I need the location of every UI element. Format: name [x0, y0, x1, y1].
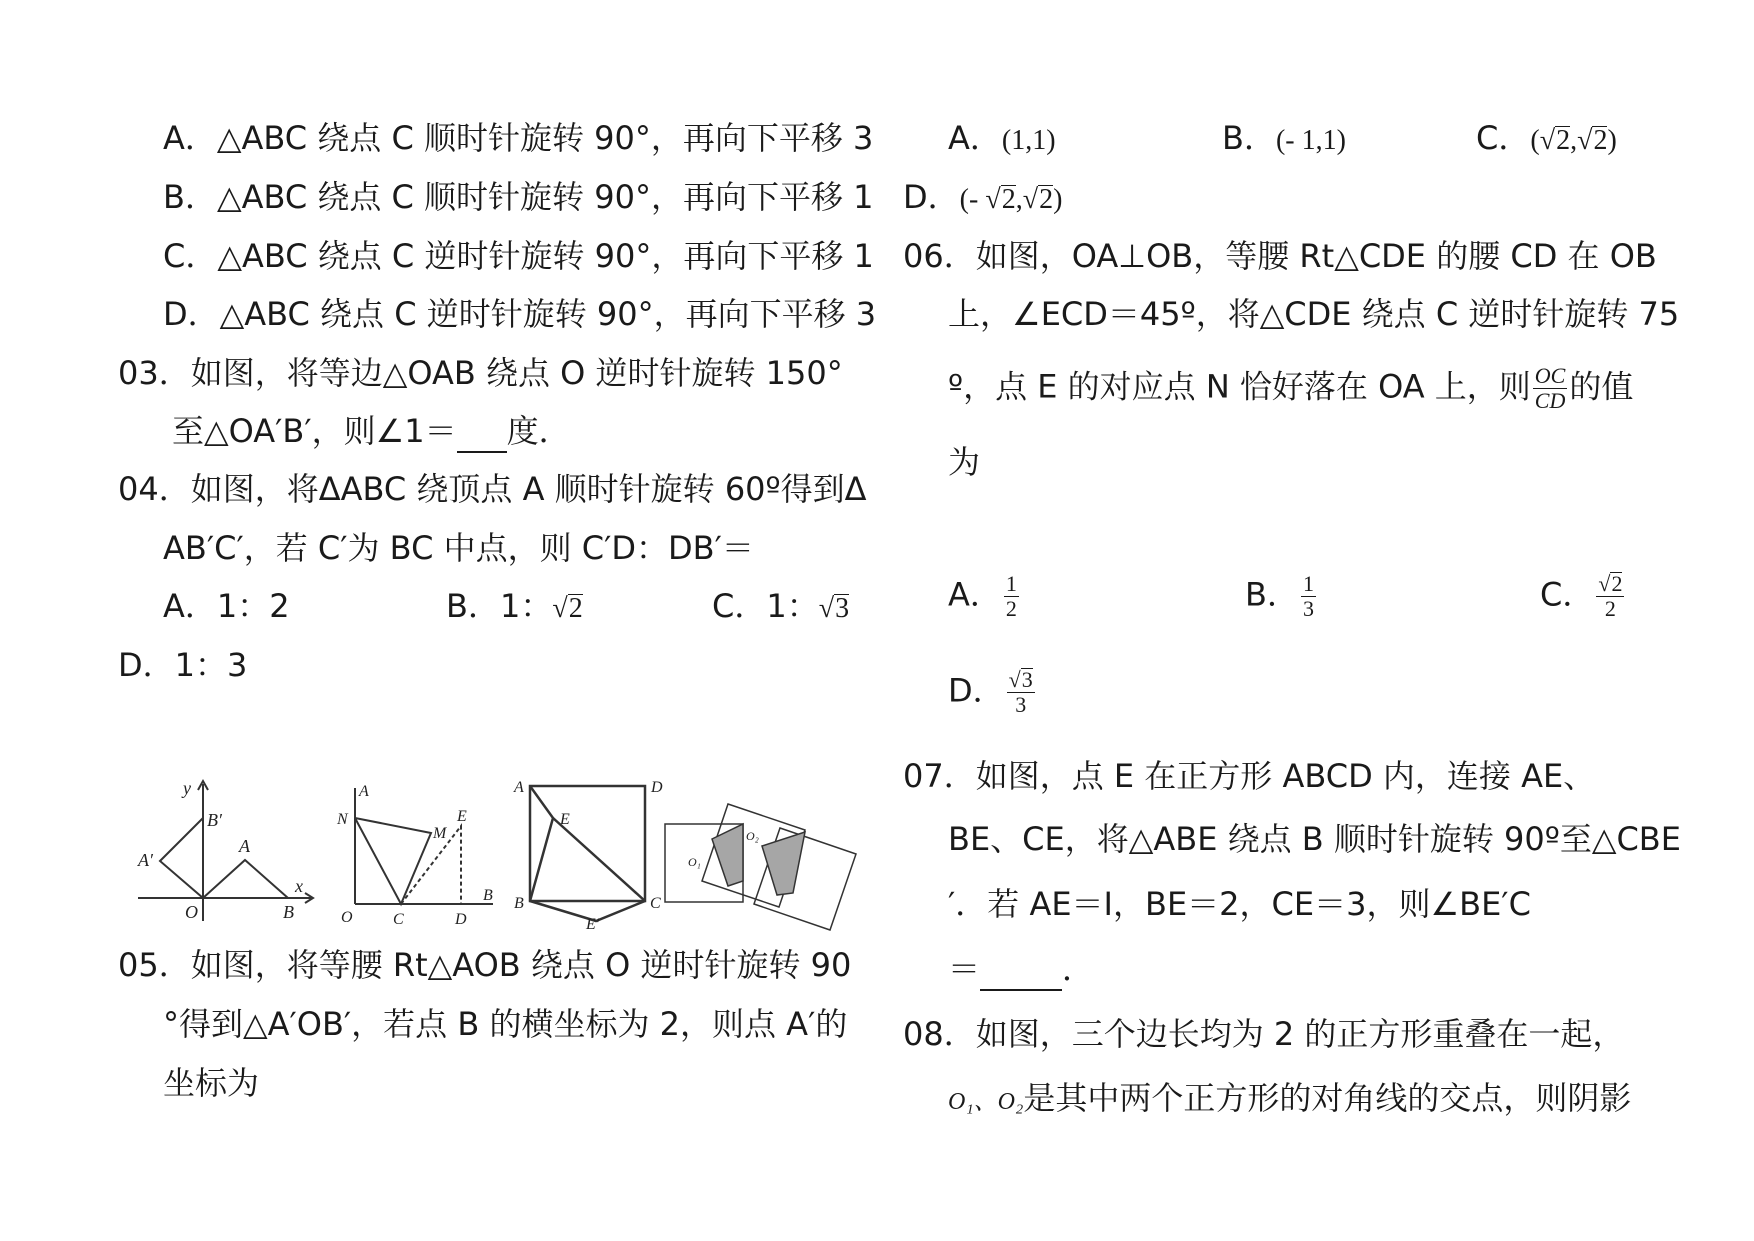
- q07-line4-end: ．: [1062, 950, 1095, 988]
- q06-option-d-fraction: [1007, 668, 1035, 717]
- q06-line2: 上，∠ECD＝45º，将△CDE 绕点 C 逆时针旋转 75: [948, 295, 1680, 333]
- fig1-label-o: O: [185, 902, 198, 922]
- fig3-label-e-prime: E′: [586, 916, 600, 931]
- q06-option-a-denominator: 2: [1005, 596, 1017, 621]
- q06-line3-end: 的值: [1569, 367, 1634, 406]
- q05-option-d-radicand-2: 2: [1039, 184, 1054, 215]
- q05-option-d-comma: ,: [1015, 184, 1023, 215]
- q06-option-b-numerator: 1: [1302, 571, 1314, 596]
- q04-option-c: [712, 586, 849, 629]
- fig4-label-o2: O₂: [746, 829, 759, 843]
- q05-option-d-close: ): [1053, 184, 1063, 215]
- q03-answer-blank: [457, 411, 507, 453]
- q05-option-a-label: A．: [948, 119, 1002, 157]
- q06-option-c: [1540, 572, 1626, 621]
- figure-4-overlapping-squares: [660, 796, 860, 931]
- fig1-label-b: B: [283, 902, 294, 922]
- fig1-label-a: A: [239, 836, 250, 856]
- q06-option-d-denominator: 3: [1015, 692, 1027, 717]
- q04-option-b-radical: √2: [552, 593, 583, 624]
- q06-option-a-fraction: [1004, 572, 1019, 621]
- q06-option-d: [948, 668, 1037, 717]
- fig2-label-b: B: [483, 887, 493, 904]
- q04-line1: 04．如图，将ΔABC 绕顶点 A 顺时针旋转 60º得到Δ: [118, 470, 867, 508]
- figure-3-square: [508, 776, 663, 931]
- q05-option-c-comma: ,: [1570, 125, 1578, 156]
- q06-line3: [948, 364, 1633, 413]
- q05-option-c-open: (: [1530, 125, 1540, 156]
- q05-option-b-value: (- 1,1): [1275, 125, 1346, 156]
- q04-option-b: [446, 586, 583, 629]
- q06-line4: 为: [948, 443, 981, 481]
- q08-line1: 08．如图，三个边长均为 2 的正方形重叠在一起，: [903, 1015, 1625, 1053]
- q03-line2: [172, 411, 571, 453]
- q08-line2-text: 是其中两个正方形的对角线的交点，则阴影: [1023, 1079, 1632, 1117]
- q06-fraction-numerator: OC: [1534, 363, 1566, 388]
- fig2-label-c: C: [393, 911, 404, 926]
- q03-line1: 03．如图，将等边△OAB 绕点 O 逆时针旋转 150°: [118, 354, 843, 392]
- q07-line1: 07．如图，点 E 在正方形 ABCD 内，连接 AE、: [903, 757, 1596, 795]
- q06-option-b-fraction: [1301, 572, 1316, 621]
- q06-line3-text: º，点 E 的对应点 N 恰好落在 OA 上，则: [948, 367, 1531, 406]
- q06-option-a: [948, 572, 1021, 621]
- q06-option-b-label: B．: [1245, 575, 1299, 614]
- q04-option-c-radicand: 3: [835, 593, 850, 624]
- q07-answer-blank: [980, 949, 1062, 991]
- q04-option-c-radical: √3: [818, 593, 850, 624]
- fig1-label-b-prime: B′: [207, 810, 222, 830]
- q06-fraction-denominator: CD: [1534, 388, 1566, 413]
- q05-option-d-value: (- √2,√2): [959, 184, 1063, 215]
- fig1-label-x: x: [295, 876, 303, 896]
- fig2-label-d: D: [455, 911, 467, 926]
- q02-option-a: A．△ABC 绕点 C 顺时针旋转 90°，再向下平移 3: [163, 119, 874, 157]
- q06-option-d-numerator: √3: [1008, 667, 1033, 692]
- q02-option-b: B．△ABC 绕点 C 顺时针旋转 90°，再向下平移 1: [163, 178, 874, 216]
- fig1-label-a-prime: A′: [138, 850, 153, 870]
- fig3-label-c: C: [650, 895, 661, 912]
- q05-option-c-radicand-2: 2: [1593, 125, 1608, 156]
- q06-ratio-fraction: [1533, 364, 1568, 413]
- q06-option-b: [1245, 572, 1318, 621]
- q05-option-d: [903, 177, 1062, 220]
- q04-line2: AB′C′，若 C′为 BC 中点，则 C′D：DB′＝: [163, 529, 754, 567]
- fig2-label-e: E: [457, 808, 467, 825]
- q08-o-labels: O₁、O₂: [948, 1089, 1024, 1115]
- q05-option-d-label: D．: [903, 178, 960, 216]
- figure-2-rotation: [333, 776, 503, 926]
- q07-line4: [948, 949, 1094, 991]
- q03-line2-text: 至△OA′B′，则∠1＝: [172, 412, 457, 450]
- q04-option-d: D．1：3: [118, 646, 248, 684]
- q05-option-a: [948, 118, 1056, 161]
- q05-line3: 坐标为: [163, 1064, 260, 1102]
- q06-option-c-numerator: √2: [1598, 571, 1623, 596]
- q06-option-d-radicand: 3: [1021, 667, 1033, 692]
- q04-option-b-radicand: 2: [568, 593, 583, 624]
- figure-1-coordinate: [133, 776, 318, 926]
- q06-option-a-label: A．: [948, 575, 1002, 614]
- q05-option-b-label: B．: [1222, 119, 1276, 157]
- q07-line3: ′．若 AE＝I，BE＝2，CE＝3，则∠BE′C: [948, 885, 1531, 923]
- q05-option-c-radicand-1: 2: [1556, 125, 1571, 156]
- q04-option-b-label: B．1：: [446, 587, 553, 625]
- q03-line2-end: 度．: [506, 412, 571, 450]
- fig2-label-a: A: [359, 783, 369, 800]
- q06-option-c-fraction: [1596, 572, 1624, 621]
- fig3-label-d: D: [651, 779, 663, 796]
- q05-option-d-radicand-1: 2: [1001, 184, 1016, 215]
- q06-option-c-denominator: 2: [1604, 596, 1616, 621]
- fig4-label-o1: O₁: [688, 855, 701, 869]
- q08-line2: [948, 1078, 1631, 1122]
- q04-option-c-label: C．1：: [712, 587, 819, 625]
- fig1-label-y: y: [183, 778, 191, 798]
- fig3-label-b: B: [514, 895, 524, 912]
- fig2-label-n: N: [337, 811, 348, 828]
- q06-option-c-radicand: 2: [1611, 571, 1623, 596]
- fig2-label-m: M: [433, 825, 447, 842]
- q05-option-c-value: (√2,√2): [1530, 125, 1617, 156]
- q05-option-c-label: C．: [1476, 119, 1531, 157]
- q05-line1: 05．如图，将等腰 Rt△AOB 绕点 O 逆时针旋转 90: [118, 946, 852, 984]
- q05-option-d-open: (-: [959, 184, 986, 215]
- q07-line2: BE、CE，将△ABE 绕点 B 顺时针旋转 90º至△CBE: [948, 820, 1681, 858]
- q05-line2: °得到△A′OB′，若点 B 的横坐标为 2，则点 A′的: [163, 1005, 848, 1043]
- q07-line4-eq: ＝: [948, 950, 981, 988]
- q02-option-c: C．△ABC 绕点 C 逆时针旋转 90°，再向下平移 1: [163, 237, 874, 275]
- q06-option-b-denominator: 3: [1302, 596, 1314, 621]
- fig3-label-a: A: [514, 779, 524, 796]
- q06-option-c-label: C．: [1540, 575, 1595, 614]
- q02-option-d: D．△ABC 绕点 C 逆时针旋转 90°，再向下平移 3: [163, 295, 877, 333]
- q05-option-a-value: (1,1): [1001, 125, 1056, 156]
- q06-option-d-label: D．: [948, 671, 1005, 710]
- q05-option-c-close: ): [1607, 125, 1617, 156]
- fig3-label-e: E: [560, 811, 570, 828]
- q06-line1: 06．如图，OA⊥OB，等腰 Rt△CDE 的腰 CD 在 OB: [903, 237, 1657, 275]
- fig2-label-o: O: [341, 909, 353, 926]
- q06-option-a-numerator: 1: [1005, 571, 1017, 596]
- q04-option-a: A．1：2: [163, 587, 290, 625]
- q05-option-b: [1222, 118, 1346, 161]
- q05-option-c: [1476, 118, 1617, 161]
